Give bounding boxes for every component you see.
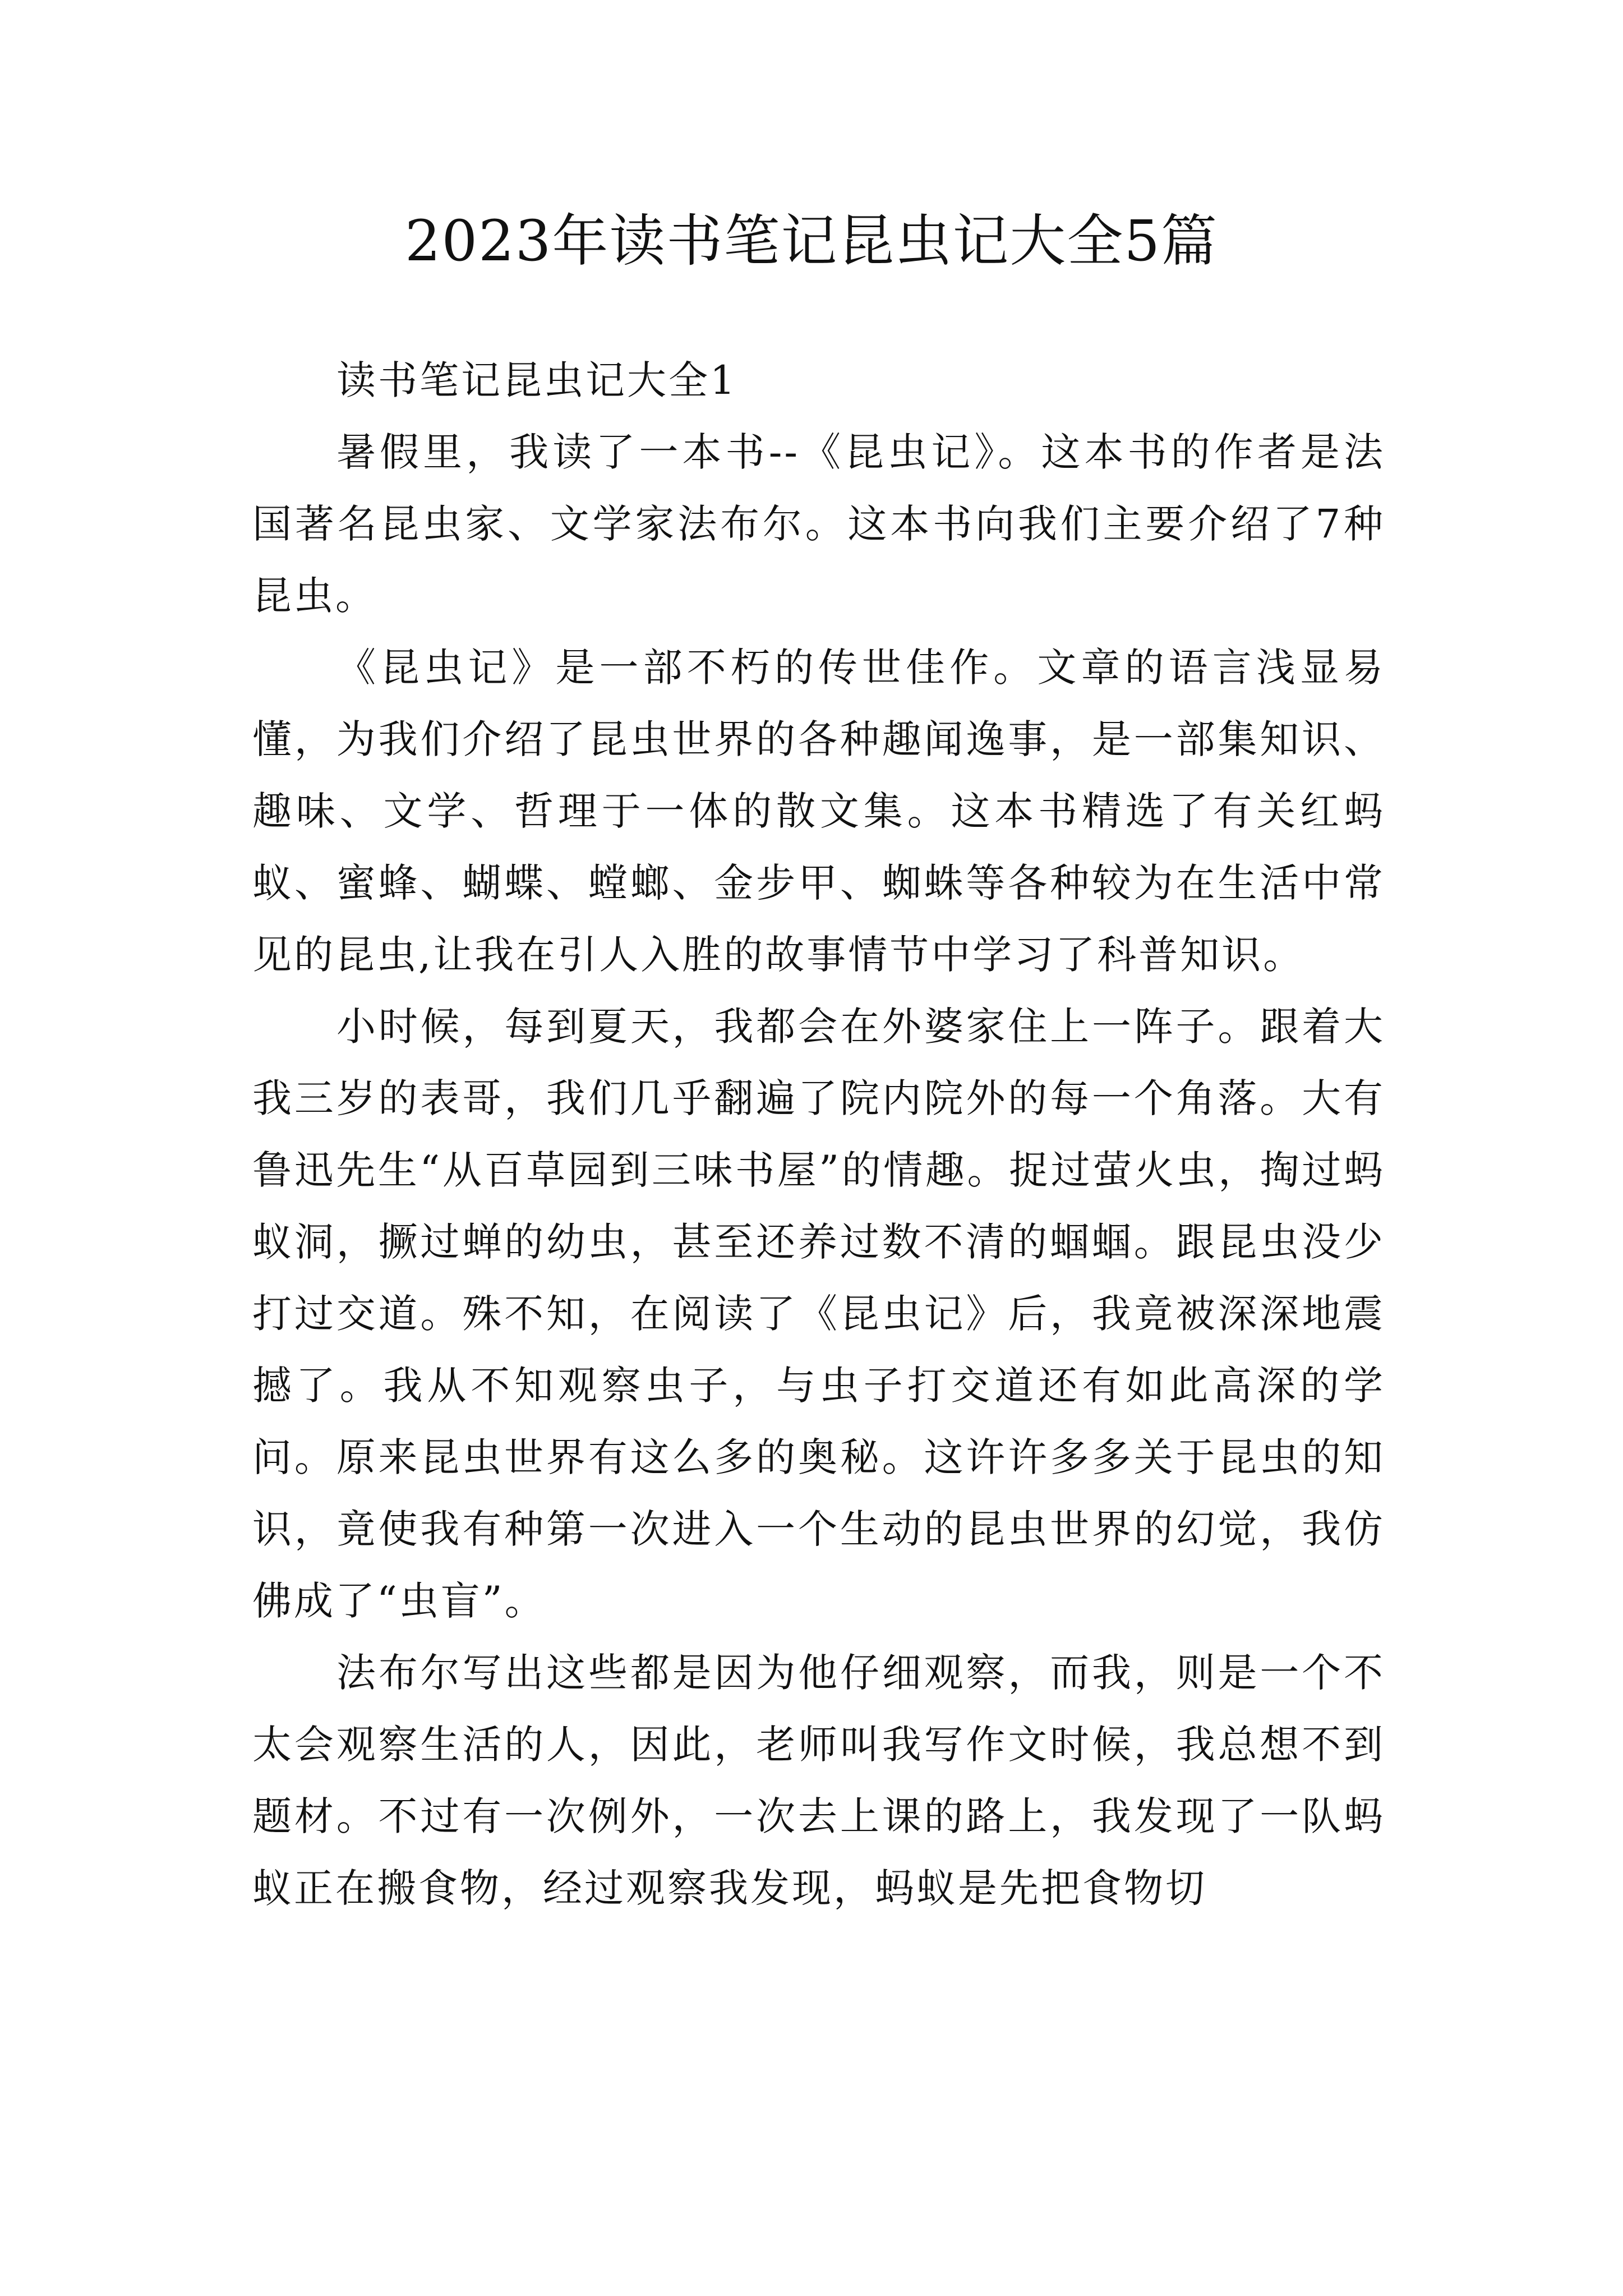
section-heading: 读书笔记昆虫记大全1 [336,357,737,403]
document-body [252,344,1385,1924]
paragraph: 暑假里，我读了一本书--《昆虫记》。这本书的作者是法国著名昆虫家、文学家法布尔。这本书向我们主要介绍了7种昆虫。 [252,429,1385,619]
document-title: 2023年读书笔记昆虫记大全5篇 [404,208,1219,274]
paragraph: 《昆虫记》是一部不朽的传世佳作。文章的语言浅显易懂，为我们介绍了昆虫世界的各种趣闻逸事，是一部集知识、趣味、文学、哲理于一体的散文集。这本书精选了有关红蚂蚁、蜜蜂、蝴蝶、螳螂、金步甲、蜘蛛等各种较为在生活中常见的昆虫,让我在引人入胜的故事情节中学习了科普知识。 [252,645,1385,978]
paragraph: 法布尔写出这些都是因为他仔细观察，而我，则是一个不太会观察生活的人，因此，老师叫我写作文时候，我总想不到题材。不过有一次例外，一次去上课的路上，我发现了一队蚂蚁正在搬食物，经过观察我发现，蚂蚁是先把食物切 [252,1650,1385,1911]
paragraph: 小时候，每到夏天，我都会在外婆家住上一阵子。跟着大我三岁的表哥，我们几乎翻遍了院内院外的每一个角落。大有鲁迅先生“从百草园到三味书屋”的情趣。捉过萤火虫，掏过蚂蚁洞，撅过蝉的幼虫，甚至还养过数不清的蝈蝈。跟昆虫没少打过交道。殊不知，在阅读了《昆虫记》后，我竟被深深地震撼了。我从不知观察虫子，与虫子打交道还有如此高深的学问。原来昆虫世界有这么多的奥秘。这许许多多关于昆虫的知识，竟使我有种第一次进入一个生动的昆虫世界的幻觉，我仿佛成了“虫盲”。 [252,1004,1385,1624]
